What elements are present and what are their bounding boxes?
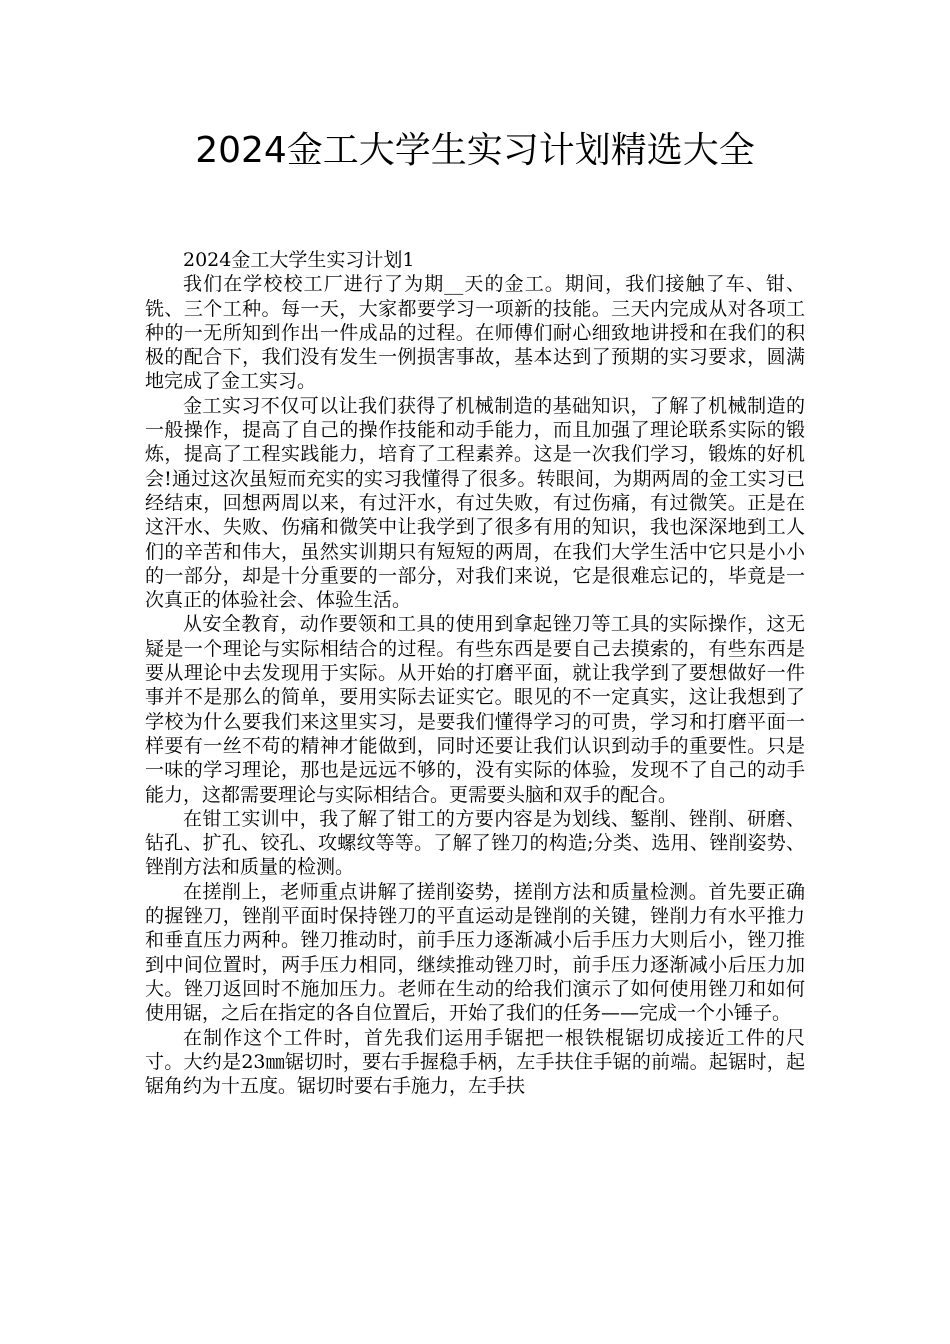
paragraph: 从安全教育，动作要领和工具的使用到拿起锉刀等工具的实际操作，这无疑是一个理论与实际相结合的过程。有些东西是要自己去摸索的，有些东西是要从理论中去发现用于实际。从开始的打磨平面，就让我学到了要想做好一件事并不是那么的简单，要用实际去证实它。眼见的不一定真实，这让我想到了学校为什么要我们来这里实习，是要我们懂得学习的可贵，学习和打磨平面一样要有一丝不苟的精神才能做到，同时还要让我们认识到动手的重要性。只是一味的学习理论，那也是远远不够的，没有实际的体验，发现不了自己的动手能力，这都需要理论与实际相结合。更需要头脑和双手的配合。 — [145, 613, 805, 806]
paragraph: 在搓削上，老师重点讲解了搓削姿势，搓削方法和质量检测。首先要正确的握锉刀，锉削平面时保持锉刀的平直运动是锉削的关键，锉削力有水平推力和垂直压力两种。锉刀推动时，前手压力逐渐减小后手压力大则后小，锉刀推到中间位置时，两手压力相同，继续推动锉刀时，前手压力逐渐减小后压力加大。锉刀返回时不施加压力。老师在生动的给我们演示了如何使用锉刀和如何使用锯，之后在指定的各自位置后，开始了我们的任务——完成一个小锤子。 — [145, 880, 805, 1025]
document-body — [145, 248, 805, 1098]
paragraph: 在钳工实训中，我了解了钳工的方要内容是为划线、錾削、锉削、研磨、钻孔、扩孔、铰孔、攻螺纹等等。了解了锉刀的构造;分类、选用、锉削姿势、锉削方法和质量的检测。 — [145, 807, 805, 879]
paragraph: 在制作这个工件时，首先我们运用手锯把一根铁棍锯切成接近工件的尺寸。大约是23㎜锯切时，要右手握稳手柄，左手扶住手锯的前端。起锯时，起锯角约为十五度。锯切时要右手施力，左手扶 — [145, 1026, 805, 1098]
document-title: 2024金工大学生实习计划精选大全 — [195, 130, 755, 171]
section-heading: 2024金工大学生实习计划1 — [183, 249, 415, 271]
paragraph: 我们在学校校工厂进行了为期__天的金工。期间，我们接触了车、钳、铣、三个工种。每一天，大家都要学习一项新的技能。三天内完成从对各项工种的一无所知到作出一件成品的过程。在师傅们耐心细致地讲授和在我们的积极的配合下，我们没有发生一例损害事故，基本达到了预期的实习要求，圆满地完成了金工实习。 — [145, 273, 805, 393]
paragraph: 金工实习不仅可以让我们获得了机械制造的基础知识，了解了机械制造的一般操作，提高了自己的操作技能和动手能力，而且加强了理论联系实际的锻炼，提高了工程实践能力，培育了工程素养。这是一次我们学习，锻炼的好机会!通过这次虽短而充实的实习我懂得了很多。转眼间，为期两周的金工实习已经结束，回想两周以来，有过汗水，有过失败，有过伤痛，有过微笑。正是在这汗水、失败、伤痛和微笑中让我学到了很多有用的知识，我也深深地到工人们的辛苦和伟大，虽然实训期只有短短的两周，在我们大学生活中它只是小小的一部分，却是十分重要的一部分，对我们来说，它是很难忘记的，毕竟是一次真正的体验社会、体验生活。 — [145, 394, 805, 612]
